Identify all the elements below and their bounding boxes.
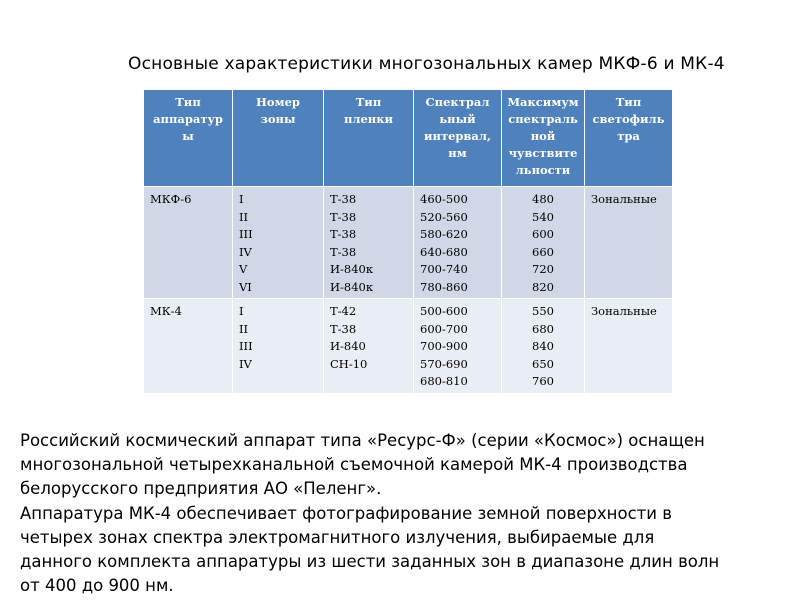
cell-films: Т-42 Т-38 И-840 СН-10 [324,299,414,394]
header-apparatus-type: Тип аппаратур ы [144,90,233,187]
cell-apparatus: МК-4 [144,299,233,394]
cell-filter: Зональные [585,187,673,299]
cell-maxima: 550 680 840 650 760 [502,299,585,394]
cell-films: Т-38 Т-38 Т-38 Т-38 И-840к И-840к [324,187,414,299]
cell-intervals: 460-500 520-560 580-620 640-680 700-740 780-860 [414,187,502,299]
cell-maxima: 480 540 600 660 720 820 [502,187,585,299]
paragraph-resurs: Российский космический аппарат типа «Ресурс-Ф» (серии «Космос») оснащен многозональной четырехканальной съемочной камерой МК-4 производства белорусского предприятия АО «Пеленг». [20,431,705,498]
header-filter-type: Тип светофиль тра [585,90,673,187]
header-spectral-interval: Спектрал ьный интервал, нм [414,90,502,187]
header-zone-number: Номер зоны [233,90,324,187]
table-header-row [144,90,673,187]
cell-intervals: 500-600 600-700 700-900 570-690 680-810 [414,299,502,394]
header-max-sensitivity: Максимум спектраль ной чувствите льности [502,90,585,187]
cell-zones: I II III IV [233,299,324,394]
paragraph-mk4: Аппаратура МК-4 обеспечивает фотографирование земной поверхности в четырех зонах спектра электромагнитного излучения, выбираемые для данного комплекта аппаратуры из шести заданных зон в диапазоне длин волн от 400 до 900 нм. [20,504,720,595]
page-title: Основные характеристики многозональных камер МКФ-6 и МК-4 [128,54,725,74]
table-row-mk4 [144,299,673,394]
specs-table [143,89,673,394]
cell-filter: Зональные [585,299,673,394]
cell-zones: I II III IV V VI [233,187,324,299]
table-row-mkf6 [144,187,673,299]
cell-apparatus: МКФ-6 [144,187,233,299]
header-film-type: Тип пленки [324,90,414,187]
